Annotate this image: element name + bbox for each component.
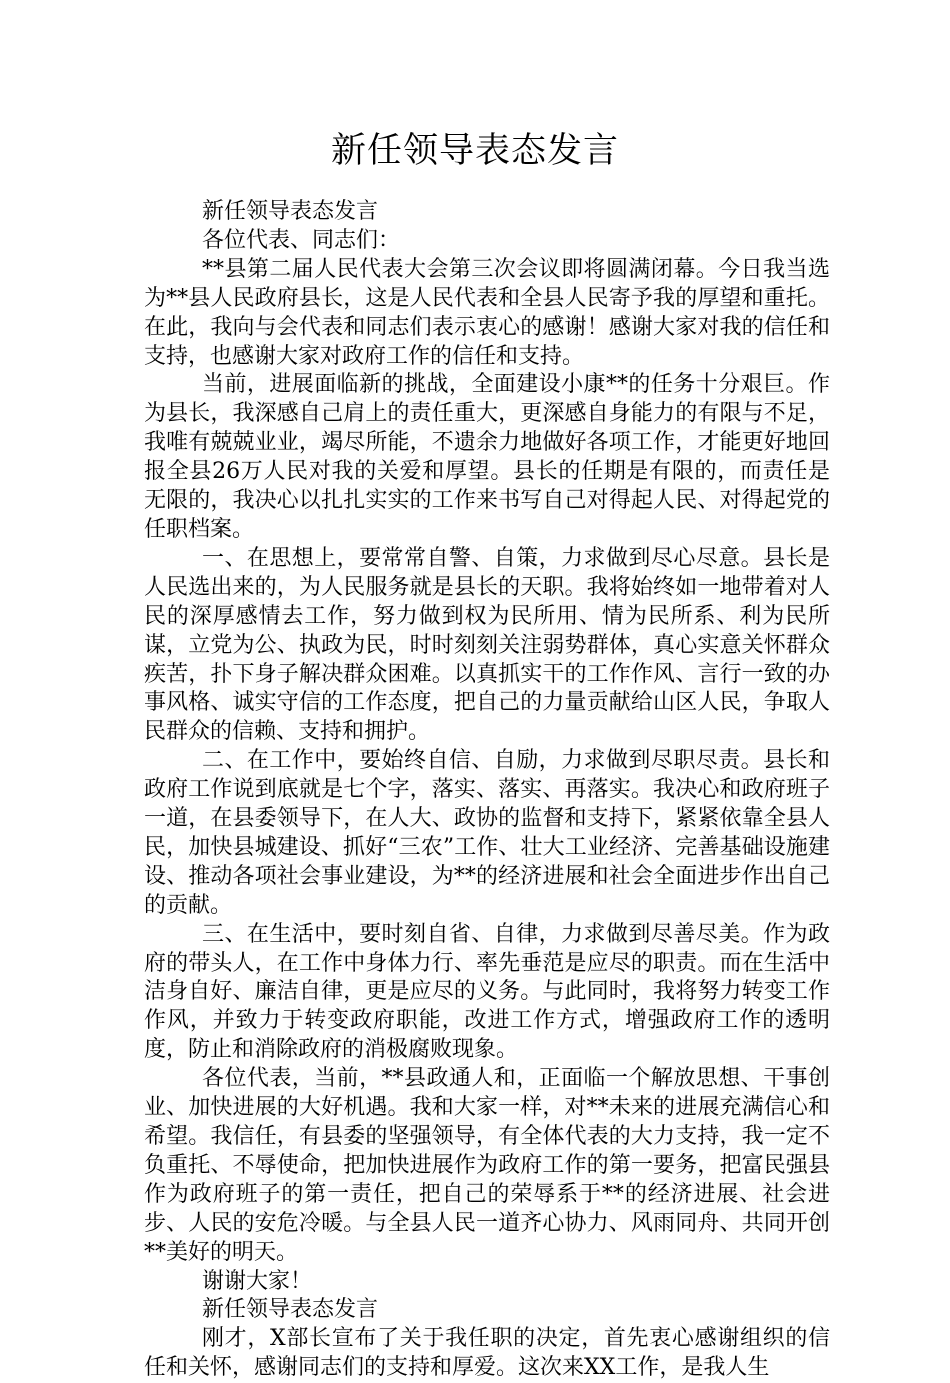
- paragraph-subtitle: 新任领导表态发言: [202, 199, 379, 224]
- paragraph-salutation: 各位代表、同志们：: [202, 227, 401, 253]
- paragraph-challenges: 当前，进展面临新的挑战，全面建设小康**的任务十分艰巨。作为县长，我深感自己肩上的责任重大，更深感自身能力的有限与不足，我唯有兢兢业业，竭尽所能，不遗余力地做好各项工作，才能更好地回报全县26万人民对我的关爱和厚望。县长的任期是有限的，而责任是无限的，我决心以扎扎实实的工作来书写自己对得起人民、对得起党的任职档案。: [144, 372, 830, 542]
- paragraph-point-one: 一、在思想上，要常常自警、自策，力求做到尽心尽意。县长是人民选出来的，为人民服务就是县长的天职。我将始终如一地带着对人民的深厚感情去工作，努力做到权为民所用、情为民所系、利为民所谋，立党为公、执政为民，时时刻刻关注弱势群体，真心实意关怀群众疾苦，扑下身子解决群众困难。以真抓实干的工作作风、言行一致的办事风格、诚实守信的工作态度，把自己的力量贡献给山区人民，争取人民群众的信赖、支持和拥护。: [144, 545, 830, 745]
- document-body: [144, 198, 830, 1383]
- paragraph-opening: **县第二届人民代表大会第三次会议即将圆满闭幕。今日我当选为**县人民政府县长，这是人民代表和全县人民寄予我的厚望和重托。在此，我向与会代表和同志们表示衷心的感谢！感谢大家对我的信任和支持，也感谢大家对政府工作的信任和支持。: [144, 256, 830, 369]
- paragraph-thanks: 谢谢大家！: [202, 1268, 313, 1294]
- paragraph-point-two: 二、在工作中，要始终自信、自励，力求做到尽职尽责。县长和政府工作说到底就是七个字，落实、落实、再落实。我决心和政府班子一道，在县委领导下，在人大、政协的监督和支持下，紧紧依靠全县人民，加快县城建设、抓好“三农”工作、壮大工业经济、完善基础设施建设、推动各项社会事业建设，为**的经济进展和社会全面进步作出自己的贡献。: [144, 748, 830, 918]
- paragraph-point-three: 三、在生活中，要时刻自省、自律，力求做到尽善尽美。作为政府的带头人，在工作中身体力行、率先垂范是应尽的职责。而在生活中洁身自好、廉洁自律，更是应尽的义务。与此同时，我将努力转变工作作风，并致力于转变政府职能，改进工作方式，增强政府工作的透明度，防止和消除政府的消极腐败现象。: [144, 921, 830, 1063]
- paragraph-second-speech: 刚才，X部长宣布了关于我任职的决定，首先衷心感谢组织的信任和关怀，感谢同志们的支持和厚爱。这次来XX工作，是我人生: [144, 1326, 830, 1381]
- paragraph-closing: 各位代表，当前，**县政通人和，正面临一个解放思想、干事创业、加快进展的大好机遇。我和大家一样，对**未来的进展充满信心和希望。我信任，有县委的坚强领导，有全体代表的大力支持，我一定不负重托、不辱使命，把加快进展作为政府工作的第一要务，把富民强县作为政府班子的第一责任，把自己的荣辱系于**的经济进展、社会进步、人民的安危冷暖。与全县人民一道齐心协力、风雨同舟、共同开创**美好的明天。: [144, 1066, 830, 1265]
- document-title: 新任领导表态发言: [330, 131, 619, 171]
- paragraph-second-subtitle: 新任领导表态发言: [202, 1297, 379, 1323]
